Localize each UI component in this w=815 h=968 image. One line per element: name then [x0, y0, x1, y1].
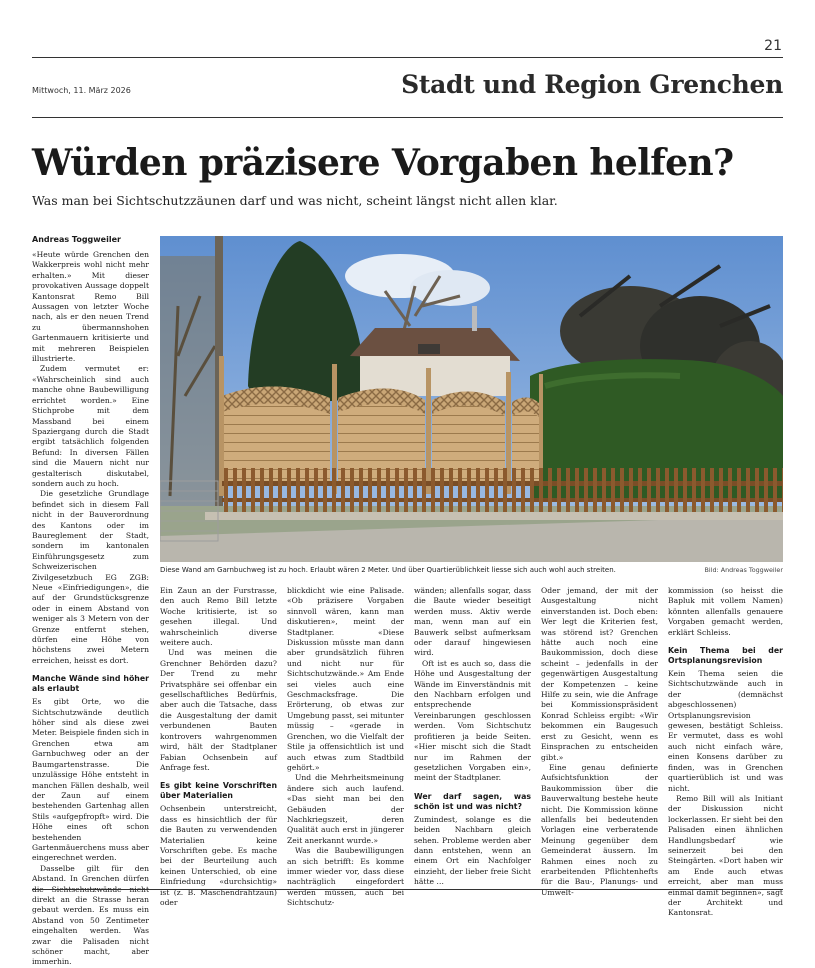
column-3: [287, 586, 404, 909]
bare-tree-left: [160, 256, 220, 506]
paragraph: Zumindest, solange es die beiden Nachbarn gleich sehen. Probleme werden aber dann entstehen, wenn an einem Ort ein Nachfolger einzieht, der lieber freie Sicht hätte …: [414, 814, 531, 887]
column-2: [160, 586, 277, 908]
section-title: Stadt und Region Grenchen: [401, 70, 783, 99]
section-rule: [32, 117, 783, 118]
paragraph: Remo Bill will als Initiant der Diskussion nicht lockerlassen. Er sieht bei den Palisaden einen ähnlichen Handlungsbedarf wie seinerzeit bei den Steingärten. «Dort haben wir am Ende auch etwas erreicht, aber man muss einmal damit beginnen», sagt der Architekt und Kantonsrat.: [668, 793, 783, 918]
article-subheadline: Was man bei Sichtschutzzäunen darf und was nicht, scheint längst nicht allen klar.: [32, 193, 558, 208]
cloud: [410, 270, 490, 306]
bottom-rule: [32, 889, 783, 890]
subheading: Kein Thema bei der Ortsplanungsrevision: [668, 646, 783, 666]
paragraph: Und was meinen die Grenchner Behörden dazu? Der Trend zu mehr Privatsphäre sei offenbar ein gesellschaftliches Bedürfnis, aber auch die Tatsache, dass die Ausgestaltung der damit verbundenen Bauten kontrovers wahrgenommen wird, hält der Stadtplaner Fabian Ochsenbein auf Anfrage fest.: [160, 648, 277, 772]
article-photo: [160, 236, 783, 562]
paragraph: Zudem vermutet er: «Wahrscheinlich sind auch manche ohne Baubewilligung errichtet worden.» Eine Stichprobe mit dem Massband bei einem Spaziergang durch die Stadt ergibt tatsächlich folgenden Befund: In diversen Fällen sind die Mauern nicht nur gestalterisch diskutabel, sondern auch zu hoch.: [32, 364, 149, 488]
paragraph: kommission (so heisst die Bapluk mit vollem Namen) könnten allenfalls genauere Vorgaben gemacht werden, erklärt Schleiss.: [668, 586, 783, 637]
paragraph: blickdicht wie eine Palisade. «Ob präzisere Vorgaben sinnvoll wären, kann man diskutieren», meint der Stadtplaner. «Diese Diskussion müsste man dann aber grundsätzlich führen und nicht nur für Sichtschutzwände.» Am Ende sei vieles auch eine Geschmacksfrage. Die Erörterung, ob etwas zur Umgebung passt, sei mitunter müssig – «gerade in Grenchen, wo die Vielfalt der Stile ja offensichtlich ist und auch etwas zum Stadtbild gehört.»: [287, 586, 404, 772]
picket-fence: [205, 468, 783, 520]
column-4: [414, 586, 531, 888]
subheading: Wer darf sagen, was schön ist und was nicht?: [414, 791, 531, 811]
paragraph: Und die Mehrheitsmeinung ändere sich auch laufend. «Das sieht man bei den Gebäuden der Nachkriegszeit, deren Qualität auch erst in jüngerer Zeit anerkannt wurde.»: [287, 773, 404, 845]
paragraph: wänden; allenfalls sogar, dass die Baute wieder beseitigt werden muss. Aktiv werde man, wenn man auf ein Bauwerk selbst aufmerksam oder darauf hingewiesen wird.: [414, 586, 531, 658]
paragraph: «Heute würde Grenchen den Wakkerpreis wohl nicht mehr erhalten.» Mit dieser provokativen Aussage doppelt Kantonsrat Remo Bill Aussagen von letzter Woche nach, als er den neuen Trend zu übermannshohen Gartenmauern kritisierte und mit mehreren Beispielen illustrierte.: [32, 250, 149, 364]
subheading: Manche Wände sind höher als erlaubt: [32, 674, 149, 694]
page-number: 21: [764, 38, 782, 54]
photo-caption: Diese Wand am Garnbuchweg ist zu hoch. Erlaubt wären 2 Meter. Und über Quartierüblichkeit liesse sich auch wohl auch streiten.: [160, 566, 616, 574]
paragraph: Ochsenbein unterstreicht, dass es hinsichtlich der für die Bauten zu verwendenden Materialien keine Vorschriften gebe. Es mache bei der Beurteilung auch keinen Unterschied, ob eine Einfriedung «durchsichtig» ist (z. B. Maschendrahtzaun) oder: [160, 804, 277, 907]
column-5: [541, 586, 658, 898]
paragraph: Dasselbe gilt für den Abstand. In Grenchen dürfen die Sichtschutzwände nicht direkt an die Strasse heran gebaut werden. Es muss ein Abstand von 50 Zentimeter eingehalten werden. Was zwar die Palisaden nicht schöner macht, aber immerhin.: [32, 863, 149, 967]
paragraph: Es gibt Orte, wo die Sichtschutzwände deutlich höher sind als diese zwei Meter. Beispiele finden sich in Grenchen etwa am Garnbuchweg oder an der Baumgartenstrasse. Die unzulässige Höhe entsteht in manchen Fällen deshalb, weil der Zaun auf einem bestehenden Gartenhag allen Stils «aufgepfropft» wird. Die Höhe eines oft schon bestehenden Gartenmäuerchens muss aber eingerechnet werden.: [32, 697, 149, 863]
photo-credit: Bild: Andreas Toggweiler: [704, 566, 783, 574]
paragraph: Was die Baubewilligungen an sich betrifft: Es komme immer wieder vor, dass diese nachträglich eingefordert werden müssen, auch bei Sichtschutz-: [287, 846, 404, 908]
article-headline: Würden präzisere Vorgaben helfen?: [32, 142, 734, 184]
column-1: [32, 250, 149, 968]
subheading: Es gibt keine Vorschriften über Materialien: [160, 781, 277, 801]
issue-date: Mittwoch, 11. März 2026: [32, 86, 131, 95]
article-author: Andreas Toggweiler: [32, 235, 121, 244]
column-6: [668, 586, 783, 919]
paragraph: Die gesetzliche Grundlage befindet sich in diesem Fall nicht in der Bauverordnung des Kantons oder im Baureglement der Stadt, sondern im kantonalen Einführungsgesetz zum Schweizerischen Zivilgesetzbuch EG ZGB: Neue «Einfriedigungen», die auf der Grundstücksgrenze oder in einem Abstand von weniger als 3 Metern von der Grenze entfernt stehen, dürfen eine Höhe von höchstens zwei Metern erreichen, heisst es dort.: [32, 489, 149, 665]
paragraph: Oft ist es auch so, dass die Höhe und Ausgestaltung der Wände im Einverständnis mit den Nachbarn erfolgen und entsprechende Vereinbarungen geschlossen werden. Vom Sichtschutz profitieren ja beide Seiten. «Hier mischt sich die Stadt nur im Rahmen der gesetzlichen Vorgaben ein», meint der Stadtplaner.: [414, 658, 531, 783]
paragraph: Eine genau definierte Aufsichtsfunktion der Baukommission über die Bauverwaltung bestehe heute nicht. Die Kommission könne allenfalls bei bedeutenden Vorlagen eine verberatende Meinung gegenüber dem Gemeinderat äussern. Im Rahmen eines noch zu erarbeitenden Pflichtenhefts für die Bau-, Planungs- und Umwelt-: [541, 762, 658, 897]
paragraph: Oder jemand, der mit der Ausgestaltung nicht einverstanden ist. Doch eben: Wer legt die Kriterien fest, was störend ist? Grenchen hätte auch noch eine Baukommission, doch diese scheint – jedenfalls in der gegenwärtigen Ausgestaltung der Kompetenzen – keine Hilfe zu sein, wie die Anfrage bei Kommissionspräsident Konrad Schleiss ergibt: «Wir bekommen ein Baugesuch erst zu Gesicht, wenn es Einsprachen zu entscheiden gibt.»: [541, 586, 658, 762]
top-rule: [32, 57, 783, 58]
paragraph: Kein Thema seien die Sichtschutzwände auch in der (demnächst abgeschlossenen) Ortsplanungsrevision gewesen, bestätigt Schleiss. Er vermutet, dass es wohl auch nicht einfach wäre, einen Konsens darüber zu finden, was in Grenchen quartierüblich ist und was nicht.: [668, 669, 783, 793]
paragraph: Ein Zaun an der Furstrasse, den auch Remo Bill letzte Woche kritisierte, ist so gesehen illegal. Und wahrscheinlich diverse weitere auch.: [160, 586, 277, 648]
